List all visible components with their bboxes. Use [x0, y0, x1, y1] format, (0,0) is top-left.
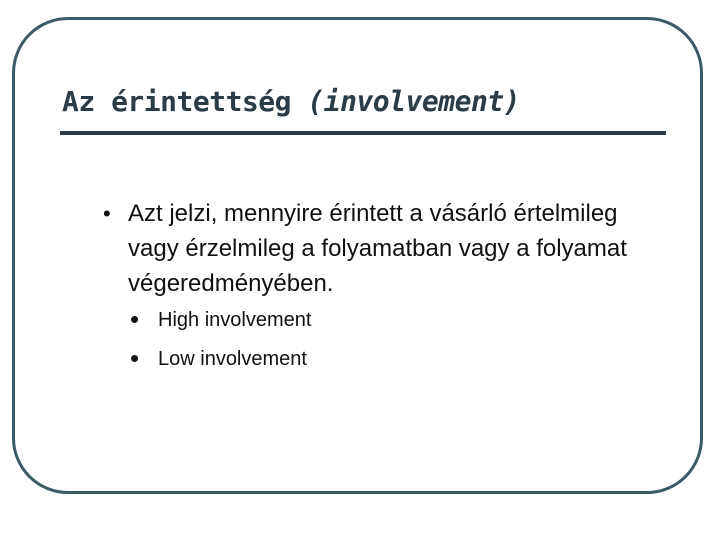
slide-title	[62, 85, 521, 118]
slide-body	[103, 196, 663, 379]
main-bullet	[103, 196, 663, 301]
bullet-dot-icon: •	[130, 343, 140, 373]
bullet-dot-icon: •	[103, 201, 111, 226]
bullet-dot-icon: •	[130, 304, 140, 334]
title-parenthetical: (involvement)	[307, 85, 521, 118]
title-underline	[60, 131, 666, 135]
title-main: Az érintettség	[62, 85, 292, 118]
sub-bullet-item	[130, 340, 663, 379]
sub-bullet-text: Low involvement	[158, 348, 307, 370]
main-bullet-text: Azt jelzi, mennyire érintett a vásárló értelmileg vagy érzelmileg a folyamatban vagy a folyamat végeredményében.	[128, 200, 627, 297]
sub-bullet-text: High involvement	[158, 309, 312, 331]
sub-bullet-item	[130, 301, 663, 340]
sub-bullet-list	[103, 301, 663, 379]
